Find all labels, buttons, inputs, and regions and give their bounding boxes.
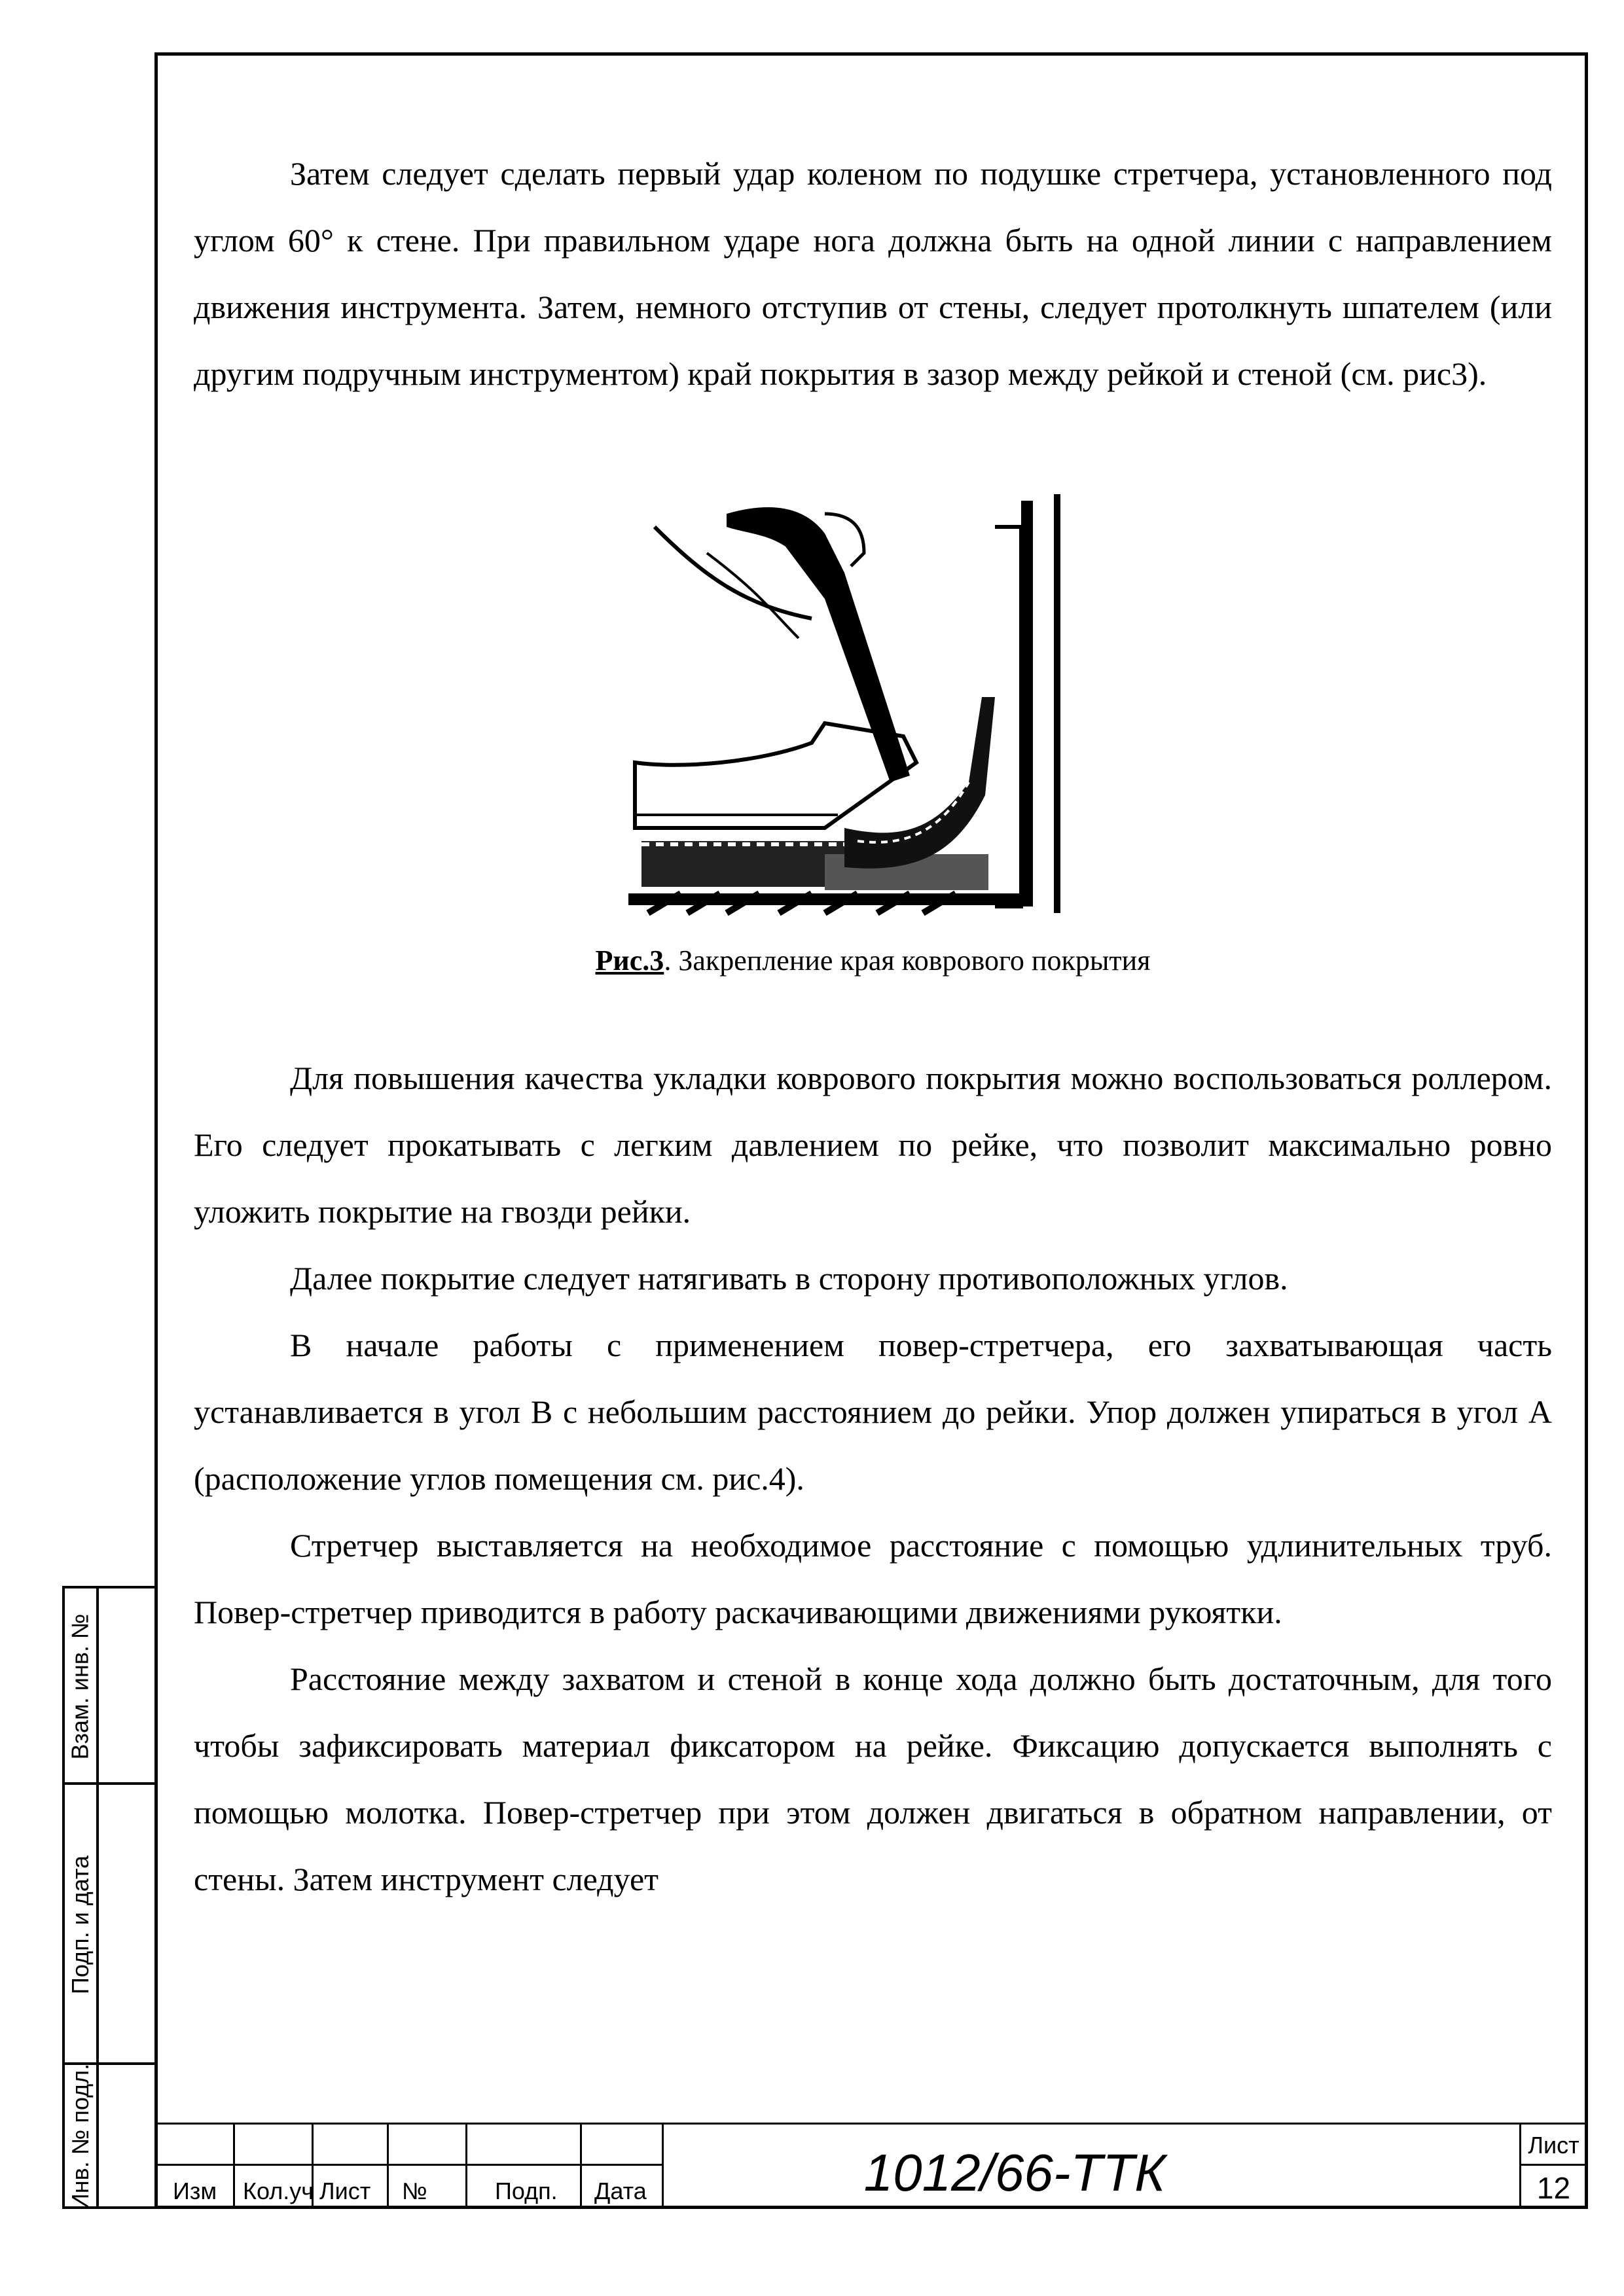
carpet-edge-figure xyxy=(628,488,1113,925)
sheet-number: 12 xyxy=(1536,2171,1571,2205)
tb-header-num: № xyxy=(402,2178,427,2204)
tb-header-kol: Кол.уч xyxy=(243,2178,314,2204)
paragraph: Стретчер выставляется на необходимое расстояние с помощью удлинительных труб. Повер-стретчер приводится в работу раскачивающими движениями рукоятки. xyxy=(194,1527,1552,1630)
tb-header-list: Лист xyxy=(319,2178,371,2204)
caption-text: . Закрепление края коврового покрытия xyxy=(664,944,1151,977)
tb-header-data: Дата xyxy=(594,2178,647,2204)
stamp-cell-podp: Подп. и дата xyxy=(67,1855,94,1995)
paragraph: В начале работы с применением повер-стретчера, его захватывающая часть устанавливается в угол В с небольшим расстоянием до рейки. Упор должен упираться в угол А (расположение углов помещения см. рис.4). xyxy=(194,1327,1552,1497)
document-code: 1012/66-ТТК xyxy=(863,2144,1166,2202)
tb-header-podp: Подп. xyxy=(495,2178,558,2204)
body-text-bottom xyxy=(194,1045,1552,1912)
stamp-cell-vzam: Взам. инв. № xyxy=(67,1613,94,1760)
figure-caption xyxy=(194,941,1552,980)
paragraph: Для повышения качества укладки коврового покрытия можно воспользоваться роллером. Его следует прокатывать с легким давлением по рейке, что позволит максимально ровно уложить покрытие на гвозди рейки. xyxy=(194,1060,1552,1230)
caption-label: Рис.3 xyxy=(595,944,664,977)
paragraph: Расстояние между захватом и стеной в конце хода должно быть достаточным, для того чтобы зафиксировать материал фиксатором на рейке. Фиксацию допускается выполнять с помощью молотка. Повер-стретчер при этом должен двигаться в обратном направлении, от стены. Затем инструмент следует xyxy=(194,1660,1552,1897)
sheet-label: Лист xyxy=(1528,2132,1579,2159)
tb-header-izm: Изм xyxy=(173,2178,217,2204)
paragraph: Далее покрытие следует натягивать в сторону противоположных углов. xyxy=(290,1260,1288,1297)
side-stamp xyxy=(62,1586,154,2209)
paragraph: Затем следует сделать первый удар коленом по подушке стретчера, установленного под углом 60° к стене. При правильном ударе нога должна быть на одной линии с направлением движения инструмента. Затем, немного отступив от стены, следует протолкнуть шпателем (или другим подручным инструментом) край покрытия в зазор между рейкой и стеной (см. рис3). xyxy=(194,155,1552,392)
stamp-cell-inv: Инв. № подл. xyxy=(67,2063,94,2211)
body-text-top xyxy=(194,140,1552,407)
